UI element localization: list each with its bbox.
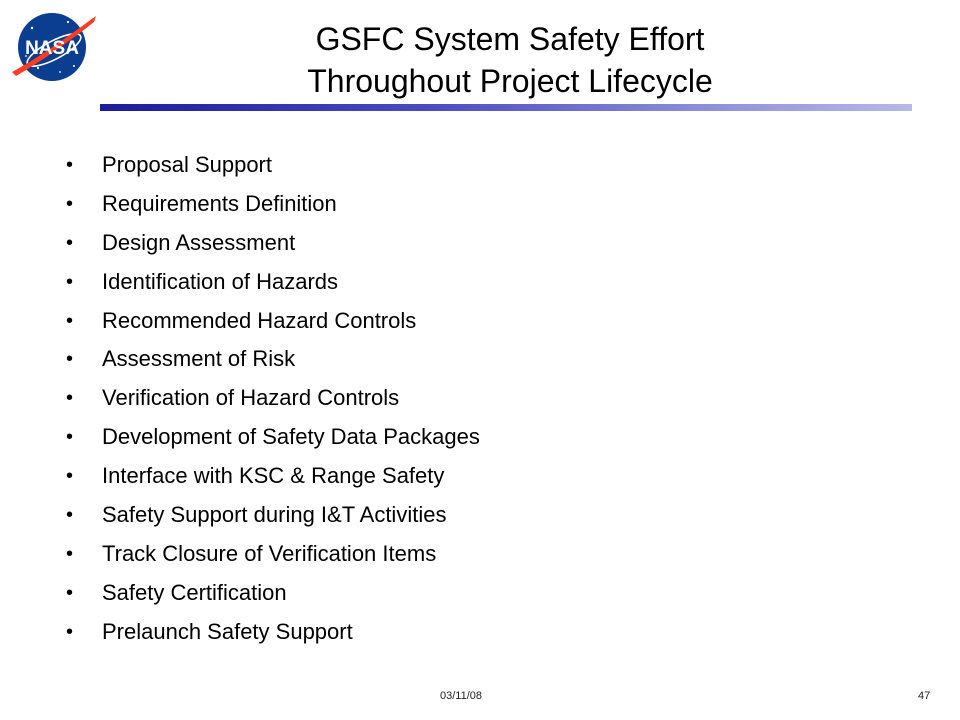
bullet-item — [66, 574, 480, 613]
bullet-text: Requirements Definition — [102, 190, 337, 216]
nasa-logo-icon — [8, 6, 100, 88]
title-line-2: Throughout Project Lifecycle — [307, 63, 713, 99]
bullet-dot-icon: • — [66, 192, 74, 215]
bullet-dot-icon: • — [66, 387, 74, 410]
title-line-1: GSFC System Safety Effort — [315, 21, 705, 57]
bullet-item — [66, 418, 480, 457]
bullet-text: Recommended Hazard Controls — [102, 307, 417, 333]
bullet-item — [66, 302, 480, 341]
bullet-dot-icon: • — [66, 620, 74, 643]
bullet-text: Safety Support during I&T Activities — [102, 502, 447, 528]
bullet-text: Assessment of Risk — [102, 346, 296, 372]
bullet-list — [66, 146, 480, 652]
title-underline-bar — [100, 104, 912, 111]
bullet-item — [66, 224, 480, 263]
bullet-item — [66, 379, 480, 418]
bullet-text: Proposal Support — [102, 152, 272, 177]
bullet-item — [66, 457, 480, 496]
footer-date: 03/11/08 — [440, 690, 483, 702]
bullet-dot-icon: • — [66, 426, 74, 449]
bullet-item — [66, 613, 480, 652]
bullet-text: Interface with KSC & Range Safety — [102, 463, 445, 489]
bullet-item — [66, 340, 480, 379]
bullet-dot-icon: • — [66, 154, 74, 176]
slide-title — [160, 18, 860, 102]
bullet-item — [66, 496, 480, 535]
bullet-dot-icon: • — [66, 270, 74, 293]
bullet-text: Development of Safety Data Packages — [102, 424, 480, 450]
page-number: 47 — [918, 690, 931, 702]
bullet-dot-icon: • — [66, 581, 74, 604]
bullet-text: Verification of Hazard Controls — [102, 385, 400, 411]
bullet-dot-icon: • — [66, 542, 74, 565]
bullet-item — [66, 146, 480, 185]
bullet-item — [66, 535, 480, 574]
bullet-text: Track Closure of Verification Items — [102, 540, 437, 566]
bullet-text: Design Assessment — [102, 229, 296, 255]
bullet-dot-icon: • — [66, 504, 74, 527]
bullet-dot-icon: • — [66, 348, 74, 371]
bullet-dot-icon: • — [66, 465, 74, 488]
bullet-item — [66, 185, 480, 224]
bullet-text: Identification of Hazards — [102, 268, 339, 294]
bullet-item — [66, 263, 480, 302]
svg-text:NASA: NASA — [25, 38, 79, 59]
bullet-text: Prelaunch Safety Support — [102, 618, 353, 644]
bullet-dot-icon: • — [66, 231, 74, 254]
bullet-text: Safety Certification — [102, 579, 287, 605]
bullet-dot-icon: • — [66, 309, 74, 332]
